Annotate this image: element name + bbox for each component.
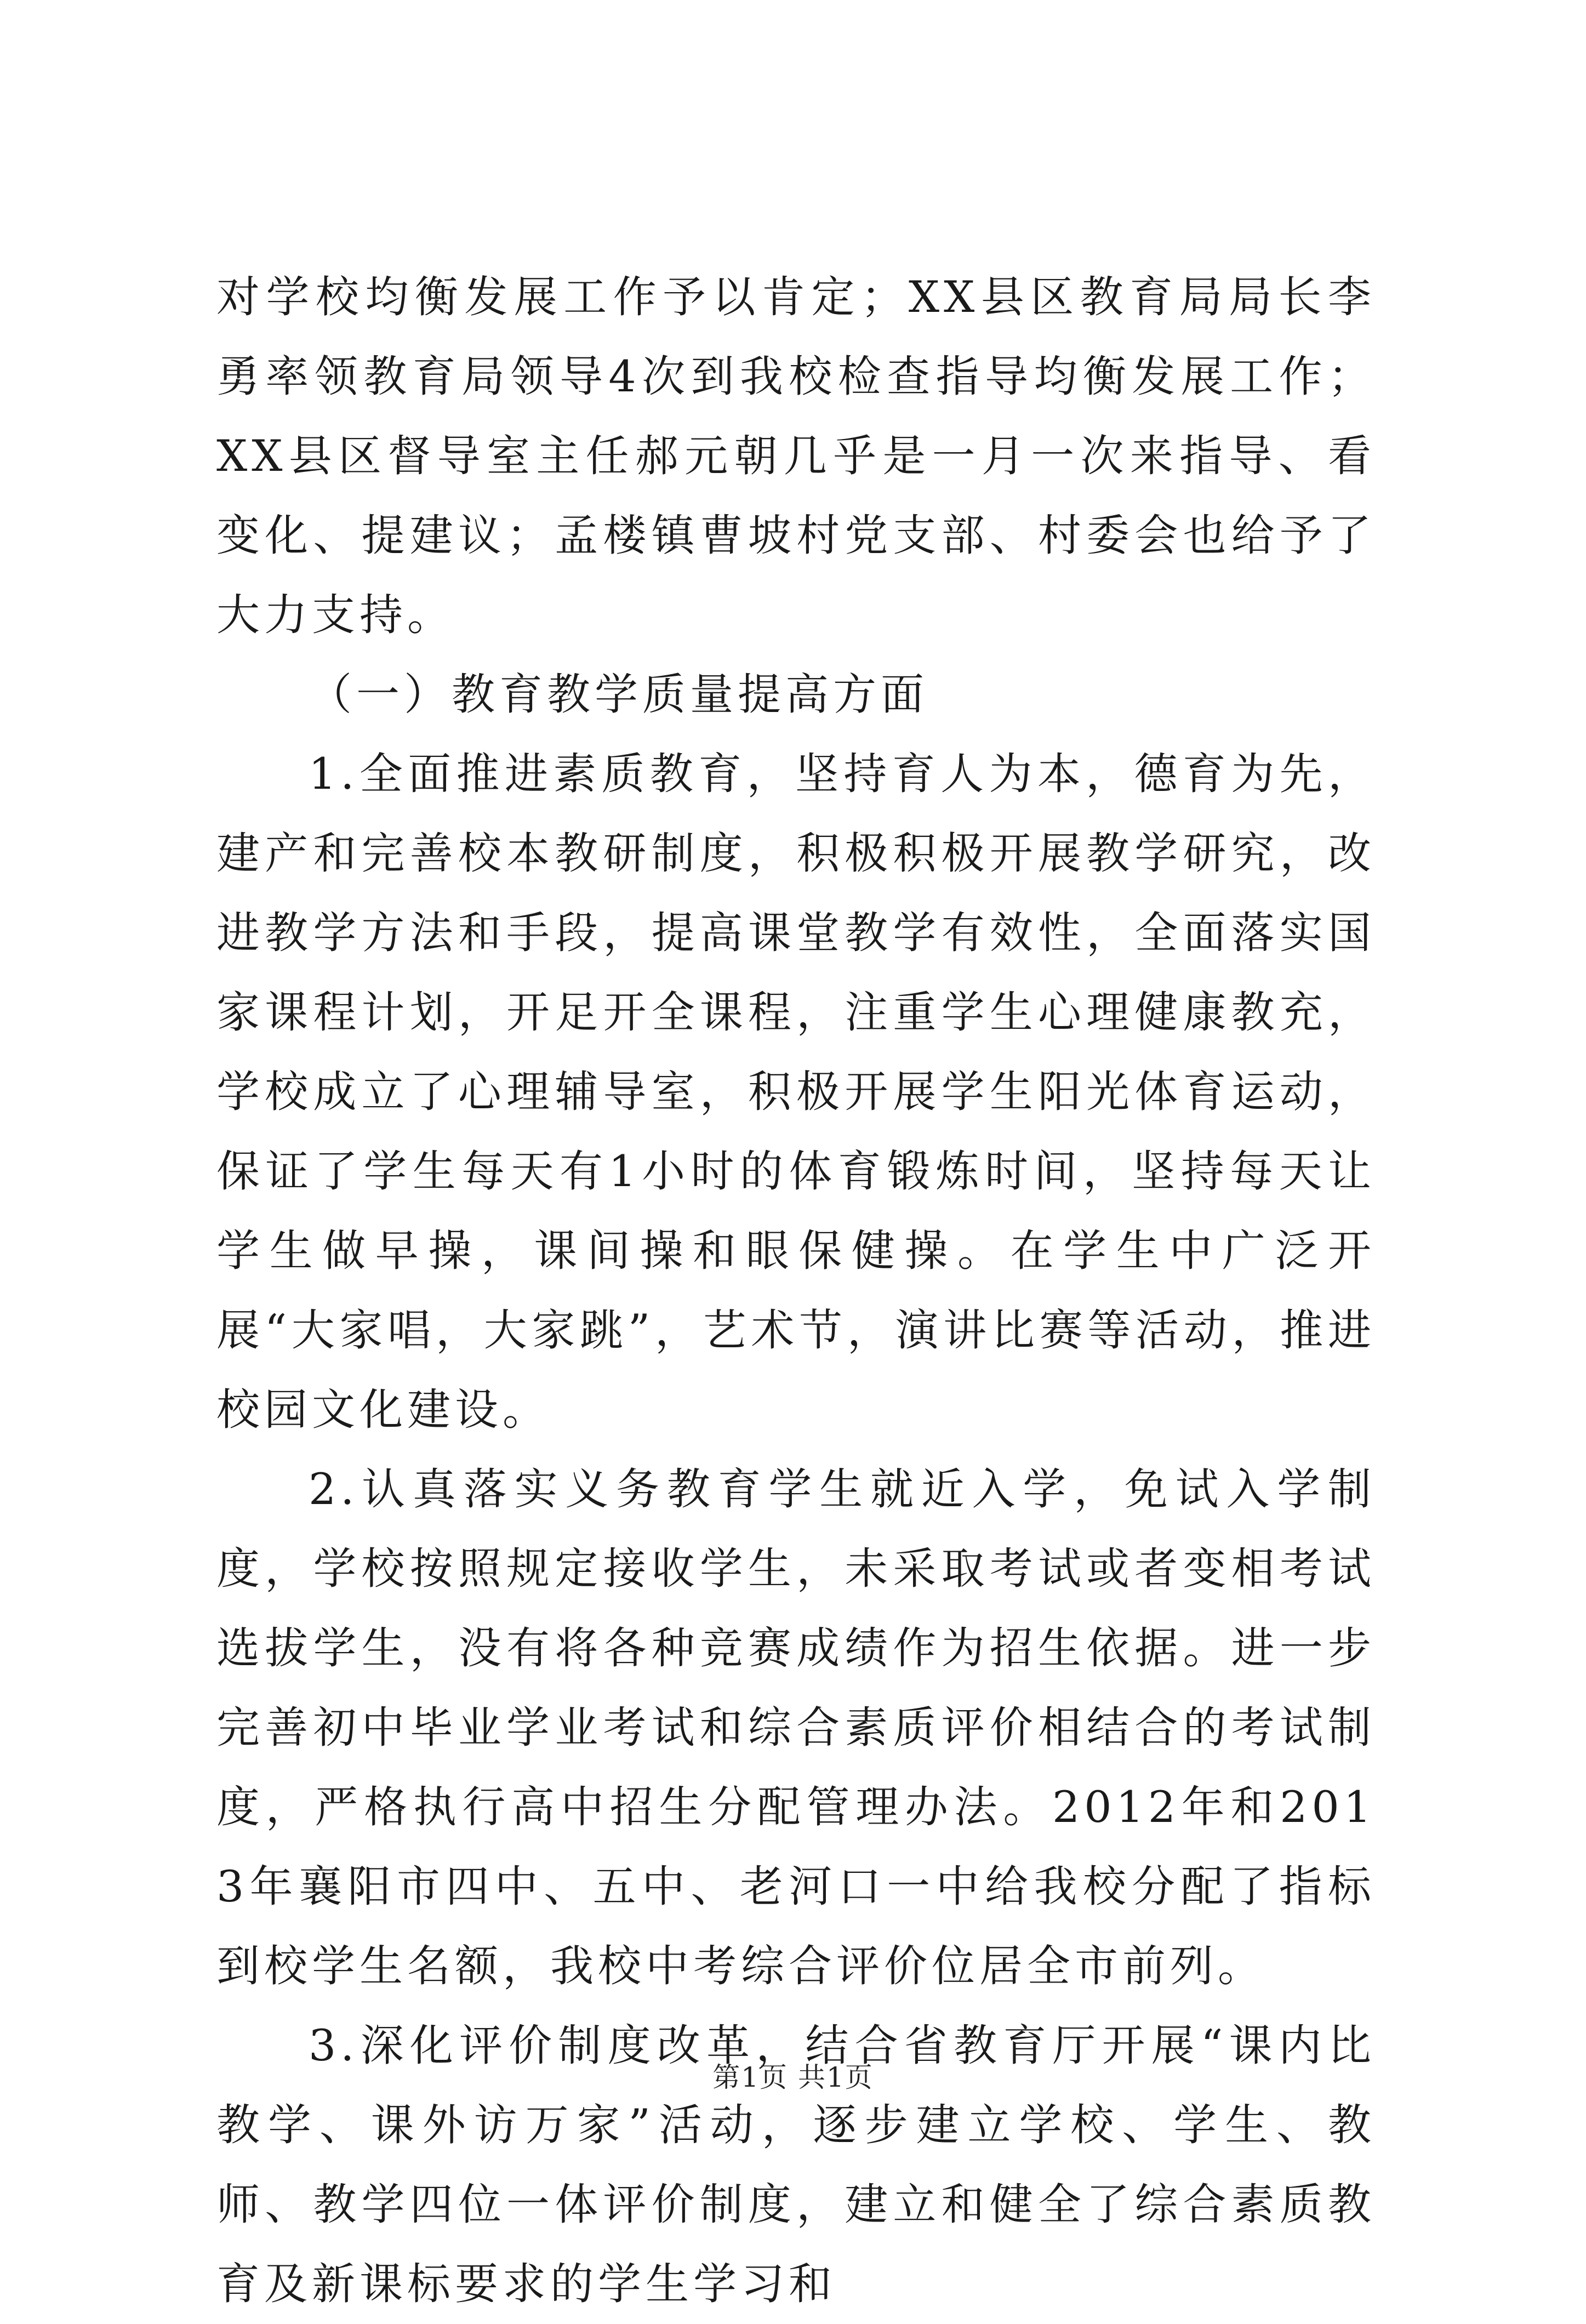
section-heading: （一）教育教学质量提高方面 — [309, 669, 928, 720]
document-body — [216, 258, 1376, 2324]
paragraph-item-3: 3.深化评价制度改革，结合省教育厅开展“课内比教学、课外访万家”活动，逐步建立学校、学生、教师、教学四位一体评价制度，建立和健全了综合素质教育及新课标要求的学生学习和 — [216, 2020, 1376, 2309]
page-footer: 第1页 共1页 — [712, 2061, 874, 2093]
paragraph-item-1: 1.全面推进素质教育，坚持育人为本，德育为先，建产和完善校本教研制度，积极积极开展教学研究，改进教学方法和手段，提高课堂教学有效性，全面落实国家课程计划，开足开全课程，注重学生心理健康教充，学校成立了心理辅导室，积极开展学生阳光体育运动，保证了学生每天有1小时的体育锻炼时间，坚持每天让学生做早操，课间操和眼保健操。在学生中广泛开展“大家唱，大家跳”，艺术节，演讲比赛等活动，推进校园文化建设。 — [216, 749, 1376, 1435]
paragraph-item-2: 2.认真落实义务教育学生就近入学，免试入学制度，学校按照规定接收学生，未采取考试或者变相考试选拔学生，没有将各种竞赛成绩作为招生依据。进一步完善初中毕业学业考试和综合素质评价相结合的考试制度，严格执行高中招生分配管理办法。2012年和2013年襄阳市四中、五中、老河口一中给我校分配了指标到校学生名额，我校中考综合评价位居全市前列。 — [216, 1464, 1376, 1991]
paragraph-continuation: 对学校均衡发展工作予以肯定；XX县区教育局局长李勇率领教育局领导4次到我校检查指导均衡发展工作；XX县区督导室主任郝元朝几乎是一月一次来指导、看变化、提建议；孟楼镇曹坡村党支部、村委会也给予了大力支持。 — [216, 272, 1376, 640]
